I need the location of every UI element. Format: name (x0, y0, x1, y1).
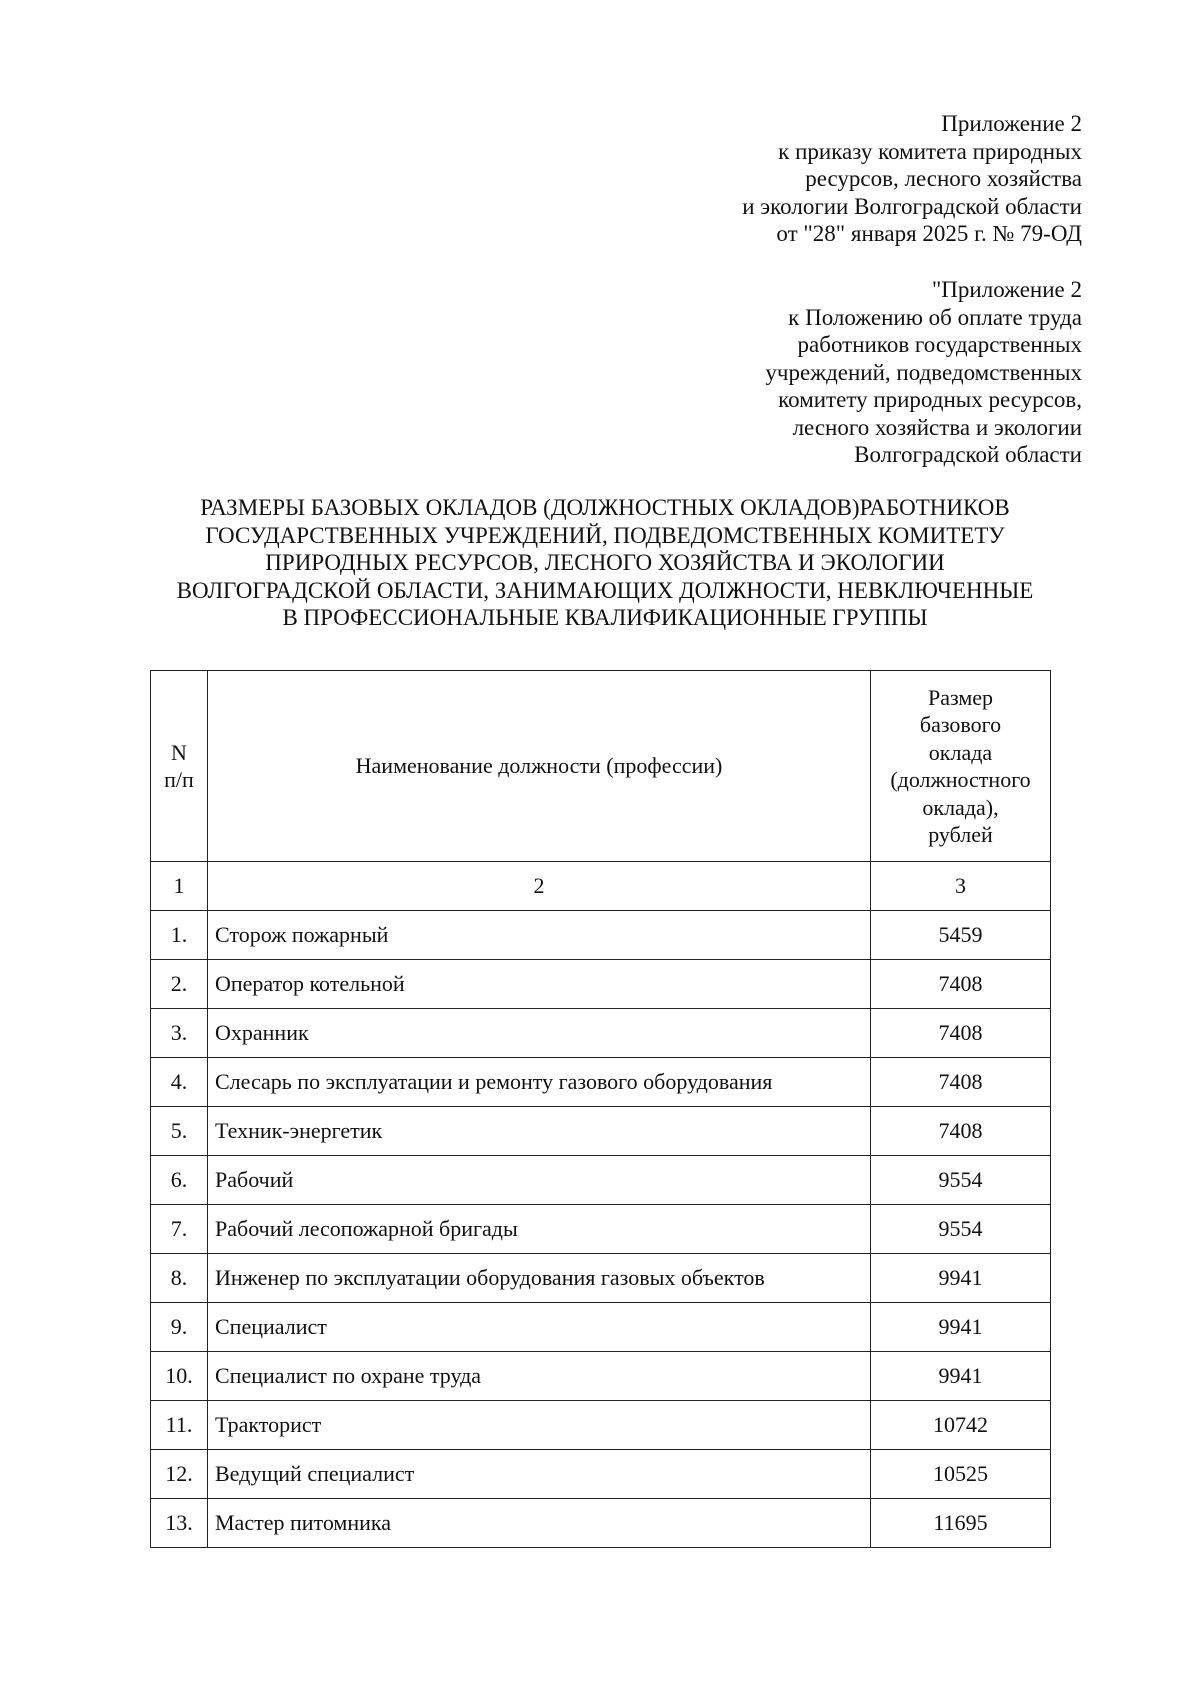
position-name: Ведущий специалист (208, 1450, 871, 1499)
column-number: 1 (151, 862, 208, 911)
position-name: Слесарь по эксплуатации и ремонту газового оборудования (208, 1058, 871, 1107)
position-name: Тракторист (208, 1401, 871, 1450)
row-number: 13. (151, 1499, 208, 1548)
title-line: ГОСУДАРСТВЕННЫХ УЧРЕЖДЕНИЙ, ПОДВЕДОМСТВЕННЫХ КОМИТЕТУ (205, 522, 1005, 548)
row-number: 12. (151, 1450, 208, 1499)
header-position-name: Наименование должности (профессии) (208, 671, 871, 862)
title-line: В ПРОФЕССИОНАЛЬНЫЕ КВАЛИФИКАЦИОННЫЕ ГРУППЫ (282, 605, 928, 630)
row-number: 5. (151, 1107, 208, 1156)
annex-regulation-block (765, 276, 1082, 469)
salary-value: 5459 (871, 911, 1051, 960)
annex-regulation-line: к Положению об оплате труда (788, 304, 1082, 330)
annex-regulation-line: комитету природных ресурсов, (778, 387, 1082, 412)
table-row (151, 1009, 1051, 1058)
salary-value: 7408 (871, 960, 1051, 1009)
annex-order-line: Приложение 2 (941, 111, 1082, 136)
table-row (151, 1352, 1051, 1401)
position-name: Специалист по охране труда (208, 1352, 871, 1401)
annex-order-block (742, 110, 1082, 248)
row-number: 4. (151, 1058, 208, 1107)
annex-order-line: и экологии Волгоградской области (742, 193, 1082, 219)
table-row (151, 1303, 1051, 1352)
table-row (151, 1499, 1051, 1548)
salary-value: 7408 (871, 1058, 1051, 1107)
table-row (151, 1254, 1051, 1303)
document-title (140, 494, 1070, 632)
salary-value: 7408 (871, 1009, 1051, 1058)
row-number: 11. (151, 1401, 208, 1450)
column-number: 2 (208, 862, 871, 911)
salary-value: 9554 (871, 1156, 1051, 1205)
header-salary: Размер базового оклада (должностного оклада), рублей (871, 671, 1051, 862)
table-row (151, 960, 1051, 1009)
table-row (151, 1450, 1051, 1499)
position-name: Оператор котельной (208, 960, 871, 1009)
title-line: ПРИРОДНЫХ РЕСУРСОВ, ЛЕСНОГО ХОЗЯЙСТВА И ЭКОЛОГИИ (265, 550, 945, 575)
table-row (151, 911, 1051, 960)
row-number: 2. (151, 960, 208, 1009)
annex-regulation-line: "Приложение 2 (931, 277, 1082, 302)
salary-value: 9941 (871, 1352, 1051, 1401)
annex-order-line: от "28" января 2025 г. № 79-ОД (776, 221, 1082, 246)
table-row (151, 1401, 1051, 1450)
annex-regulation-line: лесного хозяйства и экологии (792, 414, 1082, 440)
column-number: 3 (871, 862, 1051, 911)
row-number: 7. (151, 1205, 208, 1254)
row-number: 3. (151, 1009, 208, 1058)
row-number: 1. (151, 911, 208, 960)
salary-value: 10742 (871, 1401, 1051, 1450)
table-body (151, 911, 1051, 1548)
position-name: Рабочий лесопожарной бригады (208, 1205, 871, 1254)
annex-regulation-line: работников государственных (797, 332, 1082, 357)
salary-value: 9554 (871, 1205, 1051, 1254)
position-name: Мастер питомника (208, 1499, 871, 1548)
title-line: РАЗМЕРЫ БАЗОВЫХ ОКЛАДОВ (ДОЛЖНОСТНЫХ ОКЛАДОВ)РАБОТНИКОВ (200, 495, 1010, 520)
column-numbers-row (151, 862, 1051, 911)
row-number: 6. (151, 1156, 208, 1205)
salary-value: 10525 (871, 1450, 1051, 1499)
salary-value: 11695 (871, 1499, 1051, 1548)
salary-table (150, 670, 1051, 1548)
annex-regulation-line: учреждений, подведомственных (765, 359, 1082, 385)
table-row (151, 1058, 1051, 1107)
row-number: 10. (151, 1352, 208, 1401)
position-name: Охранник (208, 1009, 871, 1058)
position-name: Специалист (208, 1303, 871, 1352)
title-line: ВОЛГОГРАДСКОЙ ОБЛАСТИ, ЗАНИМАЮЩИХ ДОЛЖНОСТИ, НЕВКЛЮЧЕННЫЕ (176, 577, 1034, 603)
position-name: Сторож пожарный (208, 911, 871, 960)
salary-value: 9941 (871, 1254, 1051, 1303)
position-name: Техник-энергетик (208, 1107, 871, 1156)
row-number: 8. (151, 1254, 208, 1303)
table-row (151, 1205, 1051, 1254)
annex-regulation-line: Волгоградской области (854, 442, 1082, 467)
position-name: Рабочий (208, 1156, 871, 1205)
header-number: N п/п (151, 671, 208, 862)
table-row (151, 1156, 1051, 1205)
salary-value: 7408 (871, 1107, 1051, 1156)
table-header-row (151, 671, 1051, 862)
annex-order-line: к приказу комитета природных (778, 138, 1082, 164)
annex-order-line: ресурсов, лесного хозяйства (805, 166, 1082, 191)
salary-value: 9941 (871, 1303, 1051, 1352)
row-number: 9. (151, 1303, 208, 1352)
position-name: Инженер по эксплуатации оборудования газовых объектов (208, 1254, 871, 1303)
table-row (151, 1107, 1051, 1156)
